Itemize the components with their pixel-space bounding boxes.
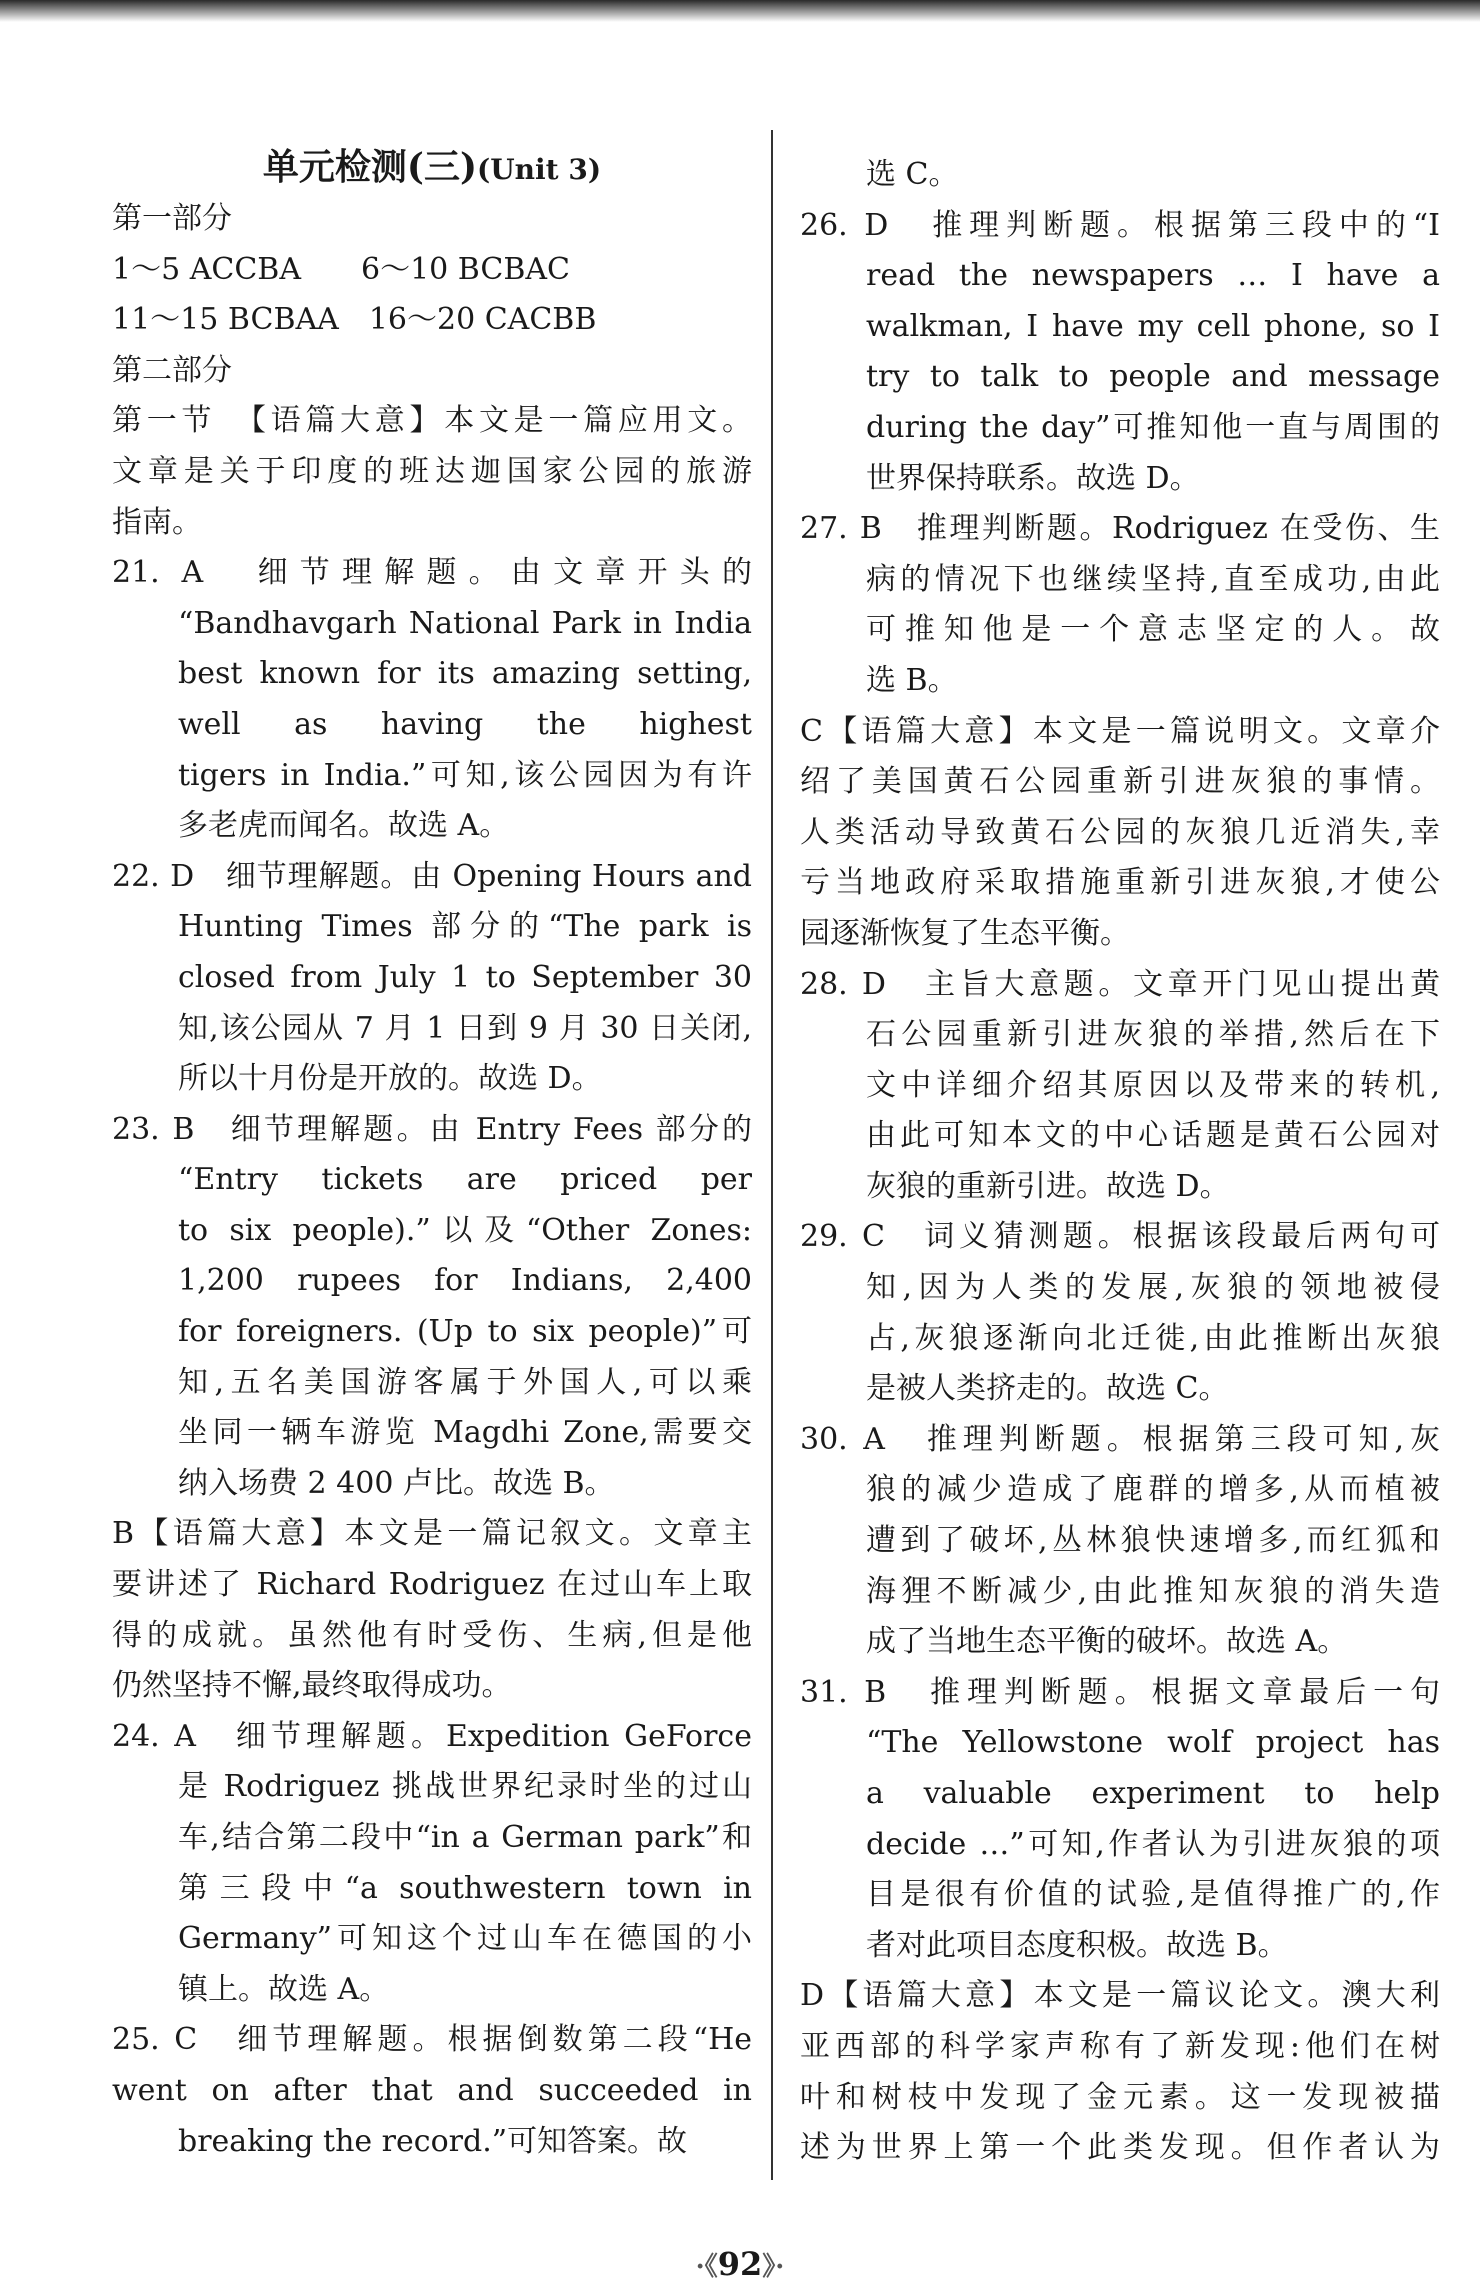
right-lines-37: 亚西部的科学家声称有了新发现:他们在树: [800, 2028, 1440, 2064]
right-lines-1: 26. D 推理判断题。根据第三段中的“I: [800, 207, 1440, 243]
left-lines-34: Germany”可知这个过山车在德国的小: [178, 1921, 752, 1957]
left-lines-3: 第二部分: [112, 352, 232, 388]
right-lines-7: 27. B 推理判断题。Rodriguez 在受伤、生: [800, 511, 1440, 547]
right-lines-26: 狼的减少造成了鹿群的增多,从而植被: [866, 1472, 1440, 1508]
right-lines-29: 成了当地生态平衡的破坏。故选 A。: [866, 1624, 1348, 1660]
left-lines-9: best known for its amazing setting,: [178, 656, 752, 692]
right-lines-8: 病的情况下也继续坚持,直至成功,由此: [866, 561, 1440, 597]
left-lines-4: 第一节 【语篇大意】本文是一篇应用文。: [112, 403, 752, 439]
right-column: [800, 150, 1440, 2174]
left-lines-28: 得的成就。虽然他有时受伤、生病,但是他: [112, 1617, 752, 1653]
left-text-block: [112, 194, 752, 2167]
page-number: ·《92》·: [695, 2245, 785, 2283]
left-lines-8: “Bandhavgarh National Park in India: [178, 605, 752, 641]
left-lines-26: B【语篇大意】本文是一篇记叙文。文章主: [112, 1516, 752, 1552]
right-lines-12: 绍了美国黄石公园重新引进灰狼的事情。: [800, 764, 1440, 800]
page-title: 单元检测(三)(Unit 3): [262, 146, 602, 188]
left-lines-35: 镇上。故选 A。: [178, 1971, 390, 2007]
right-lines-5: during the day”可推知他一直与周围的: [866, 409, 1440, 445]
left-column: [112, 140, 752, 2167]
right-lines-38: 叶和树枝中发现了金元素。这一发现被描: [800, 2079, 1440, 2115]
left-lines-38: breaking the record.”可知答案。故: [178, 2123, 688, 2159]
left-lines-24: 坐同一辆车游览 Magdhi Zone,需要交: [178, 1415, 752, 1451]
right-lines-31: “The Yellowstone wolf project has: [866, 1725, 1440, 1761]
right-lines-19: 由此可知本文的中心话题是黄石公园对: [866, 1118, 1440, 1154]
right-lines-35: 者对此项目态度积极。故选 B。: [866, 1927, 1288, 1963]
left-lines-21: 1,200 rupees for Indians, 2,400: [178, 1263, 752, 1299]
right-lines-32: a valuable experiment to help: [866, 1776, 1440, 1811]
right-lines-23: 占,灰狼逐渐向北迁徙,由此推断出灰狼: [866, 1320, 1440, 1356]
page-top-shade: [0, 0, 1480, 22]
right-lines-11: C【语篇大意】本文是一篇说明文。文章介: [800, 713, 1440, 749]
left-lines-22: for foreigners. (Up to six people)”可: [178, 1314, 752, 1350]
right-lines-18: 文中详细介绍其原因以及带来的转机,: [866, 1067, 1440, 1103]
left-lines-17: 所以十月份是开放的。故选 D。: [178, 1061, 602, 1097]
left-lines-6: 指南。: [112, 504, 202, 540]
left-lines-37: went on after that and succeeded in: [112, 2072, 752, 2108]
left-lines-1: 1～5 ACCBA 6～10 BCBAC: [112, 251, 571, 287]
right-lines-27: 遭到了破坏,丛林狼快速增多,而红狐和: [866, 1523, 1440, 1559]
right-lines-13: 人类活动导致黄石公园的灰狼几近消失,幸: [800, 814, 1440, 850]
left-lines-10: well as having the highest: [178, 706, 752, 742]
left-lines-18: 23. B 细节理解题。由 Entry Fees 部分的: [112, 1111, 752, 1147]
left-lines-11: tigers in India.”可知,该公园因为有许: [178, 757, 752, 793]
right-lines-36: D【语篇大意】本文是一篇议论文。澳大利: [800, 1978, 1440, 2014]
left-lines-5: 文章是关于印度的班达迦国家公园的旅游: [112, 453, 752, 489]
right-lines-24: 是被人类挤走的。故选 C。: [866, 1371, 1229, 1407]
right-lines-28: 海狸不断减少,由此推知灰狼的消失造: [866, 1573, 1440, 1609]
right-lines-33: decide …”可知,作者认为引进灰狼的项: [866, 1826, 1440, 1862]
right-lines-25: 30. A 推理判断题。根据第三段可知,灰: [800, 1421, 1440, 1457]
right-lines-30: 31. B 推理判断题。根据文章最后一句: [800, 1674, 1440, 1710]
right-lines-20: 灰狼的重新引进。故选 D。: [866, 1168, 1230, 1204]
left-lines-36: 25. C 细节理解题。根据倒数第二段“He: [112, 2022, 752, 2058]
right-lines-17: 石公园重新引进灰狼的举措,然后在下: [866, 1017, 1440, 1053]
right-lines-34: 目是很有价值的试验,是值得推广的,作: [866, 1877, 1440, 1913]
left-lines-33: 第三段中“a southwestern town in: [178, 1870, 752, 1906]
left-lines-27: 要讲述了 Richard Rodriguez 在过山车上取: [112, 1567, 752, 1603]
left-lines-13: 22. D 细节理解题。由 Opening Hours and: [112, 858, 752, 894]
left-lines-0: 第一部分: [112, 201, 232, 236]
left-lines-30: 24. A 细节理解题。Expedition GeForce: [112, 1718, 752, 1754]
left-lines-12: 多老虎而闻名。故选 A。: [178, 808, 510, 844]
right-lines-14: 亏当地政府采取措施重新引进灰狼,才使公: [800, 865, 1440, 901]
left-lines-15: closed from July 1 to September 30: [178, 959, 752, 995]
right-lines-6: 世界保持联系。故选 D。: [866, 460, 1200, 496]
right-lines-0: 选 C。: [866, 157, 959, 192]
right-lines-9: 可推知他是一个意志坚定的人。故: [866, 612, 1440, 648]
right-lines-4: try to talk to people and message: [866, 359, 1440, 395]
left-lines-7: 21. A 细节理解题。由文章开头的: [112, 555, 752, 591]
left-lines-23: 知,五名美国游客属于外国人,可以乘: [178, 1364, 752, 1400]
right-text-block: [800, 150, 1440, 2174]
right-lines-10: 选 B。: [866, 662, 958, 698]
right-lines-3: walkman, I have my cell phone, so I: [866, 308, 1440, 344]
right-lines-15: 园逐渐恢复了生态平衡。: [800, 915, 1130, 951]
left-lines-14: Hunting Times 部分的“The park is: [178, 909, 752, 945]
right-lines-21: 29. C 词义猜测题。根据该段最后两句可: [800, 1219, 1440, 1255]
right-lines-2: read the newspapers … I have a: [866, 258, 1440, 294]
left-lines-25: 纳入场费 2 400 卢比。故选 B。: [178, 1465, 615, 1501]
right-lines-22: 知,因为人类的发展,灰狼的领地被侵: [866, 1270, 1440, 1306]
column-divider: [771, 130, 773, 2180]
left-lines-19: “Entry tickets are priced per: [178, 1162, 752, 1198]
left-lines-2: 11～15 BCBAA 16～20 CACBB: [112, 302, 597, 338]
left-lines-31: 是 Rodriguez 挑战世界纪录时坐的过山: [178, 1769, 752, 1805]
right-lines-16: 28. D 主旨大意题。文章开门见山提出黄: [800, 966, 1440, 1002]
left-lines-29: 仍然坚持不懈,最终取得成功。: [112, 1668, 512, 1704]
right-lines-39: 述为世界上第一个此类发现。但作者认为: [800, 2130, 1440, 2166]
left-lines-32: 车,结合第二段中“in a German park”和: [178, 1820, 752, 1855]
left-lines-16: 知,该公园从 7 月 1 日到 9 月 30 日关闭,: [178, 1010, 752, 1046]
left-lines-20: to six people).”以及“Other Zones:: [178, 1212, 752, 1248]
